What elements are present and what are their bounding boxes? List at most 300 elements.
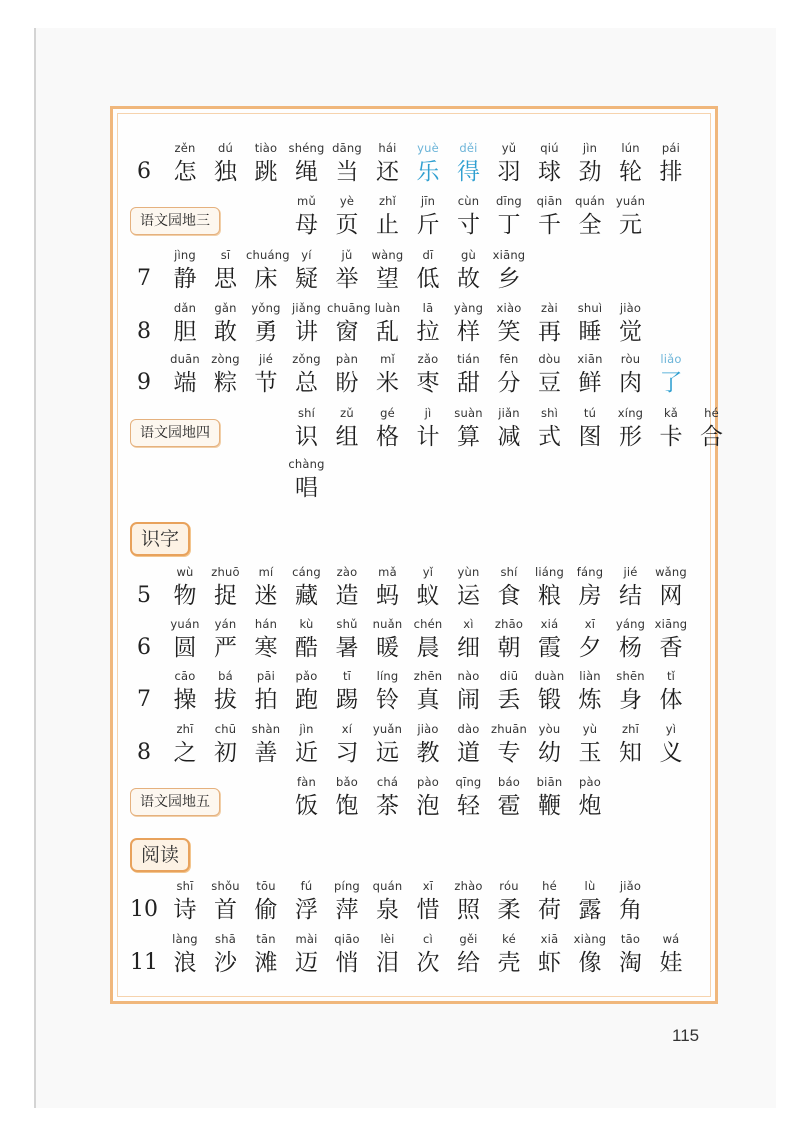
hanzi: 善 xyxy=(254,740,278,766)
hanzi: 米 xyxy=(376,370,399,396)
hanzi: 分 xyxy=(497,370,521,396)
character-cell xyxy=(165,300,205,350)
character-cell xyxy=(408,564,448,614)
hanzi: 总 xyxy=(295,370,318,396)
hanzi: 圆 xyxy=(173,635,197,661)
character-cell xyxy=(651,351,691,401)
hanzi: 跑 xyxy=(295,687,318,713)
character-cell xyxy=(408,668,448,718)
character-cell xyxy=(327,247,367,297)
hanzi: 粮 xyxy=(538,583,561,609)
pinyin: hé xyxy=(704,406,719,420)
character-cell xyxy=(570,564,610,614)
pinyin: liǎo xyxy=(660,352,682,366)
character-cell xyxy=(611,405,651,455)
pinyin: cāo xyxy=(174,669,196,683)
hanzi: 暖 xyxy=(376,635,399,661)
hanzi: 低 xyxy=(416,266,440,292)
hanzi: 觉 xyxy=(619,319,642,345)
hanzi: 跳 xyxy=(254,159,278,185)
character-cell xyxy=(287,564,327,614)
character-cell xyxy=(449,616,489,666)
character-cell xyxy=(165,878,205,928)
pinyin: shī xyxy=(176,879,194,893)
character-cell xyxy=(165,247,205,297)
lesson-number: 11 xyxy=(130,950,158,975)
character-cell xyxy=(530,140,570,190)
character-cell xyxy=(206,247,246,297)
pinyin: fáng xyxy=(576,565,604,579)
character-row xyxy=(110,774,712,824)
section-heading-yuedu: 阅读 xyxy=(130,838,190,872)
hanzi: 丁 xyxy=(497,212,521,238)
character-cell xyxy=(449,564,489,614)
character-row xyxy=(110,931,712,981)
pinyin: shǔ xyxy=(336,617,358,631)
hanzi: 肉 xyxy=(619,370,642,396)
character-cell xyxy=(368,878,408,928)
hanzi: 乡 xyxy=(497,266,521,292)
character-cell xyxy=(287,405,327,455)
hanzi: 勇 xyxy=(254,319,278,345)
pinyin: ròu xyxy=(620,352,641,366)
hanzi: 式 xyxy=(538,424,561,450)
pinyin: sī xyxy=(220,248,231,262)
hanzi: 近 xyxy=(295,740,318,766)
hanzi: 炮 xyxy=(578,793,602,819)
pinyin: chá xyxy=(376,775,399,789)
hanzi: 操 xyxy=(173,687,197,713)
hanzi: 球 xyxy=(538,159,561,185)
hanzi: 绳 xyxy=(295,159,318,185)
pinyin: fàn xyxy=(297,775,316,789)
hanzi: 蚂 xyxy=(376,583,399,609)
pinyin: jié xyxy=(623,565,638,579)
lesson-number: 7 xyxy=(137,266,151,291)
garden-label: 语文园地三 xyxy=(130,207,220,235)
character-cell xyxy=(246,878,286,928)
character-cell xyxy=(530,931,570,981)
pinyin: zhuō xyxy=(211,565,240,579)
character-cell xyxy=(165,616,205,666)
character-cell xyxy=(327,616,367,666)
character-cell xyxy=(408,140,448,190)
character-cell xyxy=(287,668,327,718)
character-cell xyxy=(327,668,367,718)
pinyin: mài xyxy=(295,932,318,946)
pinyin: tōu xyxy=(256,879,276,893)
character-cell xyxy=(408,616,448,666)
character-cell xyxy=(651,668,691,718)
character-cell xyxy=(489,564,529,614)
pinyin: xī xyxy=(422,879,434,893)
hanzi: 合 xyxy=(700,424,723,450)
pinyin: jiǎo xyxy=(619,879,642,893)
hanzi: 静 xyxy=(173,266,197,292)
hanzi: 当 xyxy=(335,159,359,185)
hanzi: 唱 xyxy=(295,475,318,501)
character-cell xyxy=(206,931,246,981)
character-cell xyxy=(651,140,691,190)
pinyin: quán xyxy=(575,194,605,208)
character-row xyxy=(110,878,712,928)
character-cell xyxy=(206,300,246,350)
hanzi: 食 xyxy=(497,583,521,609)
pinyin: yǔ xyxy=(501,141,517,155)
character-cell xyxy=(611,616,651,666)
pinyin: gé xyxy=(380,406,395,420)
character-cell xyxy=(408,247,448,297)
hanzi: 饭 xyxy=(295,793,318,819)
character-cell xyxy=(489,668,529,718)
hanzi: 锻 xyxy=(538,687,561,713)
pinyin: chén xyxy=(413,617,443,631)
pinyin: dào xyxy=(457,722,480,736)
hanzi: 饱 xyxy=(335,793,359,819)
hanzi: 运 xyxy=(457,583,480,609)
hanzi: 浪 xyxy=(173,950,197,976)
hanzi: 道 xyxy=(457,740,480,766)
pinyin: qiān xyxy=(536,194,563,208)
hanzi: 萍 xyxy=(335,897,359,923)
hanzi: 羽 xyxy=(497,159,521,185)
character-cell xyxy=(327,300,371,350)
pinyin: kǎ xyxy=(663,406,679,420)
pinyin: fēn xyxy=(499,352,519,366)
hanzi: 网 xyxy=(659,583,683,609)
character-cell xyxy=(651,721,691,771)
character-cell xyxy=(408,193,448,243)
pinyin: shǒu xyxy=(211,879,240,893)
character-cell xyxy=(165,140,205,190)
character-row xyxy=(110,405,723,455)
hanzi: 盼 xyxy=(335,370,359,396)
pinyin: xiào xyxy=(496,301,522,315)
character-cell xyxy=(449,140,489,190)
pinyin: jié xyxy=(258,352,274,366)
pinyin: shí xyxy=(297,406,316,420)
character-cell xyxy=(449,247,489,297)
hanzi: 怎 xyxy=(173,159,197,185)
pinyin: jìng xyxy=(174,248,196,262)
pinyin: shì xyxy=(540,406,559,420)
pinyin: dǎn xyxy=(173,301,197,315)
character-cell xyxy=(368,193,408,243)
hanzi: 悄 xyxy=(335,950,359,976)
hanzi: 迷 xyxy=(254,583,278,609)
character-cell xyxy=(651,564,691,614)
pinyin: lù xyxy=(584,879,596,893)
pinyin: tāo xyxy=(620,932,641,946)
hanzi: 睡 xyxy=(578,319,602,345)
hanzi: 节 xyxy=(254,370,278,396)
character-cell xyxy=(408,300,448,350)
pinyin: xíng xyxy=(617,406,644,420)
pinyin: chàng xyxy=(288,457,325,471)
hanzi: 疑 xyxy=(295,266,318,292)
pinyin: róu xyxy=(499,879,519,893)
character-cell xyxy=(287,300,327,350)
character-cell xyxy=(165,564,205,614)
pinyin: tī xyxy=(342,669,352,683)
pinyin: tǐ xyxy=(666,669,676,683)
character-cell xyxy=(408,721,448,771)
hanzi: 拉 xyxy=(416,319,440,345)
pinyin: qiú xyxy=(540,141,559,155)
character-cell xyxy=(206,878,246,928)
character-cell xyxy=(570,193,610,243)
character-cell xyxy=(489,351,529,401)
character-cell xyxy=(449,774,489,824)
pinyin: lún xyxy=(621,141,640,155)
hanzi: 敢 xyxy=(214,319,237,345)
character-cell xyxy=(570,774,610,824)
hanzi: 得 xyxy=(457,159,480,185)
hanzi: 还 xyxy=(376,159,399,185)
hanzi: 虾 xyxy=(538,950,561,976)
character-cell xyxy=(327,774,367,824)
hanzi: 卡 xyxy=(659,424,683,450)
pinyin: mǐ xyxy=(380,352,395,366)
hanzi: 严 xyxy=(214,635,237,661)
hanzi: 举 xyxy=(335,266,359,292)
lesson-number: 9 xyxy=(137,370,151,395)
pinyin: yuán xyxy=(170,617,200,631)
character-cell xyxy=(246,668,286,718)
hanzi: 图 xyxy=(578,424,602,450)
hanzi: 甜 xyxy=(457,370,480,396)
character-cell xyxy=(368,721,408,771)
hanzi: 杨 xyxy=(619,635,642,661)
character-cell xyxy=(489,247,529,297)
pinyin: yù xyxy=(582,722,598,736)
pinyin: diū xyxy=(499,669,519,683)
pinyin: lèi xyxy=(380,932,395,946)
character-cell xyxy=(246,140,286,190)
hanzi: 斤 xyxy=(416,212,440,238)
character-cell xyxy=(530,193,570,243)
pinyin: làng xyxy=(172,932,198,946)
character-cell xyxy=(368,616,408,666)
hanzi: 全 xyxy=(578,212,602,238)
pinyin: shí xyxy=(500,565,518,579)
lesson-number: 8 xyxy=(137,319,151,344)
character-cell xyxy=(570,140,610,190)
pinyin: zào xyxy=(336,565,358,579)
pinyin: tú xyxy=(583,406,597,420)
hanzi: 样 xyxy=(457,319,480,345)
character-cell xyxy=(570,300,610,350)
pinyin: yùn xyxy=(457,565,480,579)
hanzi: 千 xyxy=(538,212,561,238)
pinyin: pào xyxy=(579,775,601,789)
pinyin: pào xyxy=(417,775,439,789)
character-cell xyxy=(489,878,529,928)
pinyin: xiàng xyxy=(573,932,607,946)
hanzi: 滩 xyxy=(254,950,278,976)
hanzi: 教 xyxy=(416,740,440,766)
hanzi: 知 xyxy=(619,740,642,766)
hanzi: 淘 xyxy=(619,950,642,976)
pinyin: jiào xyxy=(417,722,439,736)
pinyin: mǎ xyxy=(378,565,397,579)
character-cell xyxy=(368,140,408,190)
hanzi: 了 xyxy=(659,370,683,396)
character-cell xyxy=(489,774,529,824)
pinyin: kù xyxy=(299,617,314,631)
pinyin: mǔ xyxy=(297,194,316,208)
hanzi: 计 xyxy=(416,424,440,450)
character-cell xyxy=(287,774,327,824)
character-cell xyxy=(530,405,570,455)
hanzi: 笑 xyxy=(497,319,521,345)
hanzi: 物 xyxy=(173,583,197,609)
pinyin: zhāo xyxy=(494,617,524,631)
character-cell xyxy=(287,721,327,771)
character-cell xyxy=(611,300,651,350)
character-cell xyxy=(327,140,367,190)
pinyin: yuán xyxy=(615,194,646,208)
character-cell xyxy=(530,564,570,614)
pinyin: zài xyxy=(541,301,558,315)
character-cell xyxy=(530,721,570,771)
pinyin: jìn xyxy=(582,141,598,155)
pinyin: hé xyxy=(542,879,557,893)
pinyin: pàn xyxy=(335,352,359,366)
hanzi: 角 xyxy=(619,897,642,923)
character-cell xyxy=(408,878,448,928)
character-cell xyxy=(206,721,246,771)
pinyin: suàn xyxy=(454,406,483,420)
pinyin: yuè xyxy=(417,141,439,155)
hanzi: 再 xyxy=(538,319,561,345)
pinyin: tián xyxy=(457,352,480,366)
character-cell xyxy=(287,193,327,243)
pinyin: nào xyxy=(457,669,480,683)
character-cell xyxy=(651,931,691,981)
hanzi: 组 xyxy=(335,424,359,450)
character-cell xyxy=(449,351,489,401)
character-cell xyxy=(327,721,367,771)
character-cell xyxy=(246,564,286,614)
character-cell xyxy=(530,300,570,350)
character-cell xyxy=(246,931,286,981)
pinyin: liàn xyxy=(579,669,601,683)
character-cell xyxy=(246,247,290,297)
character-row xyxy=(110,616,712,666)
character-cell xyxy=(611,878,651,928)
character-cell xyxy=(651,616,691,666)
pinyin: cùn xyxy=(457,194,480,208)
hanzi: 之 xyxy=(173,740,197,766)
pinyin: wàng xyxy=(371,248,404,262)
character-cell xyxy=(165,721,205,771)
hanzi: 身 xyxy=(619,687,642,713)
hanzi: 蚁 xyxy=(416,583,440,609)
character-row xyxy=(110,247,712,297)
hanzi: 止 xyxy=(376,212,399,238)
character-cell xyxy=(530,774,570,824)
pinyin: xiā xyxy=(540,932,559,946)
hanzi: 首 xyxy=(214,897,237,923)
hanzi: 闹 xyxy=(457,687,480,713)
pinyin: jiǎn xyxy=(498,406,520,420)
pinyin: yàng xyxy=(453,301,484,315)
hanzi: 幼 xyxy=(538,740,561,766)
character-row xyxy=(110,456,712,506)
character-cell xyxy=(570,878,610,928)
character-row xyxy=(110,140,712,190)
hanzi: 给 xyxy=(457,950,480,976)
pinyin: chuáng xyxy=(246,248,290,262)
character-cell xyxy=(408,351,448,401)
character-cell xyxy=(368,405,408,455)
character-cell xyxy=(570,931,610,981)
hanzi: 铃 xyxy=(376,687,399,713)
character-cell xyxy=(165,668,205,718)
hanzi: 寸 xyxy=(457,212,480,238)
character-cell xyxy=(327,193,367,243)
character-cell xyxy=(246,351,286,401)
hanzi: 沙 xyxy=(214,950,237,976)
hanzi: 胆 xyxy=(173,319,197,345)
pinyin: xī xyxy=(584,617,596,631)
character-cell xyxy=(449,193,489,243)
pinyin: lā xyxy=(422,301,434,315)
hanzi: 页 xyxy=(335,212,359,238)
hanzi: 乱 xyxy=(376,319,399,345)
character-cell xyxy=(246,300,286,350)
character-cell xyxy=(327,878,367,928)
hanzi: 炼 xyxy=(578,687,602,713)
character-cell xyxy=(368,351,408,401)
pinyin: dāng xyxy=(332,141,362,155)
hanzi: 独 xyxy=(214,159,237,185)
pinyin: duàn xyxy=(534,669,565,683)
character-cell xyxy=(449,668,489,718)
pinyin: dīng xyxy=(496,194,522,208)
pinyin: fú xyxy=(300,879,313,893)
pinyin: biān xyxy=(536,775,563,789)
hanzi: 形 xyxy=(619,424,642,450)
character-cell xyxy=(287,456,327,506)
pinyin: quán xyxy=(372,879,403,893)
hanzi: 惜 xyxy=(416,897,440,923)
lesson-number: 6 xyxy=(137,159,151,184)
hanzi: 望 xyxy=(376,266,399,292)
hanzi: 泪 xyxy=(376,950,399,976)
pinyin: shā xyxy=(215,932,236,946)
character-cell xyxy=(570,668,610,718)
character-cell xyxy=(327,564,367,614)
pinyin: yuǎn xyxy=(372,722,403,736)
pinyin: qiāo xyxy=(334,932,360,946)
character-cell xyxy=(611,668,651,718)
lesson-number: 7 xyxy=(137,687,151,712)
hanzi: 窗 xyxy=(335,319,359,345)
hanzi: 床 xyxy=(254,266,278,292)
character-row xyxy=(110,668,712,718)
character-cell xyxy=(651,405,691,455)
hanzi: 专 xyxy=(497,740,521,766)
hanzi: 柔 xyxy=(497,897,521,923)
hanzi: 枣 xyxy=(416,370,440,396)
pinyin: shuì xyxy=(577,301,603,315)
garden-label: 语文园地五 xyxy=(130,788,220,816)
pinyin: yòu xyxy=(538,722,561,736)
pinyin: yáng xyxy=(615,617,646,631)
character-cell xyxy=(530,351,570,401)
